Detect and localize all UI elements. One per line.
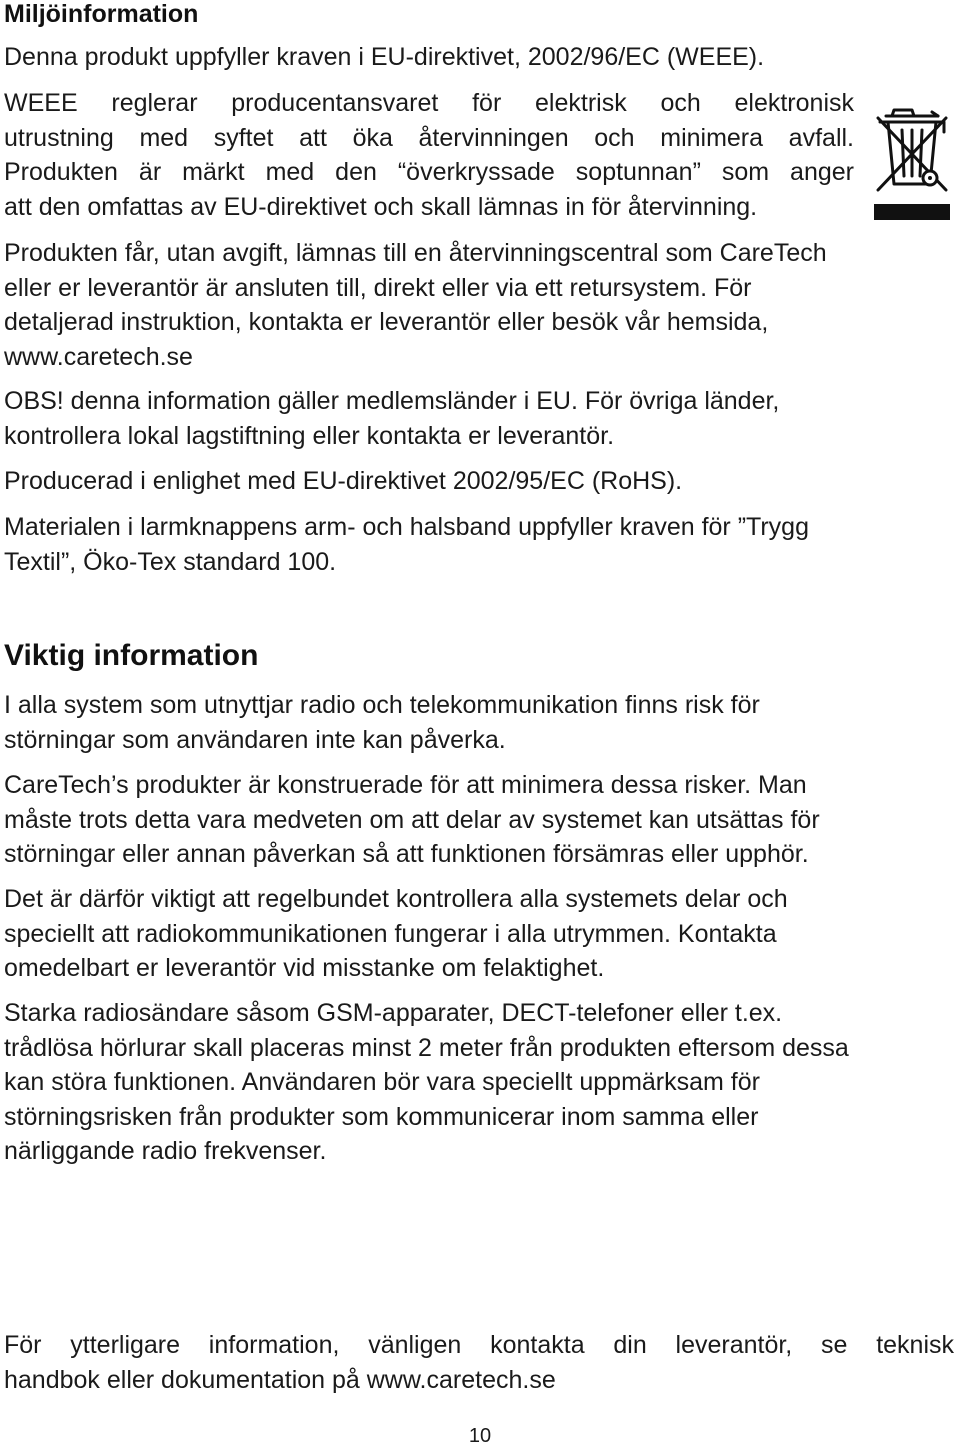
paragraph-line: eller er leverantör är ansluten till, direkt eller via ett retursystem. För (4, 273, 752, 302)
paragraph-line: speciellt att radiokommunikationen fungerar i alla utrymmen. Kontakta (4, 919, 777, 948)
paragraph-radio-risk (4, 688, 760, 757)
paragraph-weee-compliance: Denna produkt uppfyller kraven i EU-direktivet, 2002/96/EC (WEEE). (4, 43, 765, 71)
paragraph-caretech-products (4, 768, 820, 872)
paragraph-obs-eu (4, 384, 779, 453)
paragraph-line: störningsrisken från produkter som kommunicerar inom samma eller (4, 1102, 759, 1131)
paragraph-recycling-central (4, 236, 827, 374)
paragraph-regular-check (4, 882, 788, 986)
paragraph-line: WEEE reglerar producentansvaret för elektrisk och elektronisk (4, 89, 854, 117)
paragraph-line: störningar som användaren inte kan påverka. (4, 725, 506, 754)
paragraph-line: närliggande radio frekvenser. (4, 1137, 327, 1165)
crossed-out-wheelie-bin-icon (872, 102, 952, 222)
paragraph-line: Produkten får, utan avgift, lämnas till en återvinningscentral som CareTech (4, 239, 827, 267)
section-heading-viktig-information: Viktig information (4, 639, 259, 672)
paragraph-line: handbok eller dokumentation på www.caretech.se (4, 1365, 556, 1394)
paragraph-line: OBS! denna information gäller medlemsländer i EU. För övriga länder, (4, 387, 780, 415)
paragraph-line: störningar eller annan påverkan så att funktionen försämras eller upphör. (4, 840, 809, 868)
paragraph-line: kan störa funktionen. Användaren bör vara speciellt uppmärksam för (4, 1068, 760, 1096)
paragraph-weee-regulation (4, 86, 854, 224)
paragraph-line: Starka radiosändare såsom GSM-apparater, DECT-telefoner eller t.ex. (4, 999, 783, 1027)
page-number: 10 (468, 1425, 492, 1447)
paragraph-line: Det är därför viktigt att regelbundet kontrollera alla systemets delar och (4, 885, 788, 913)
paragraph-line: I alla system som utnyttjar radio och telekommunikation finns risk för (4, 691, 760, 719)
paragraph-line: Textil”, Öko-Tex standard 100. (4, 547, 337, 576)
paragraph-line: kontrollera lokal lagstiftning eller kontakta er leverantör. (4, 421, 615, 450)
paragraph-line: CareTech’s produkter är konstruerade för att minimera dessa risker. Man (4, 771, 807, 799)
paragraph-line: trådlösa hörlurar skall placeras minst 2 meter från produkten eftersom dessa (4, 1033, 849, 1062)
paragraph-further-information (4, 1328, 954, 1397)
paragraph-line: www.caretech.se (4, 342, 193, 371)
paragraph-rohs: Producerad i enlighet med EU-direktivet 2002/95/EC (RoHS). (4, 467, 683, 495)
paragraph-radio-transmitters (4, 996, 849, 1169)
paragraph-line: detaljerad instruktion, kontakta er leverantör eller besök vår hemsida, (4, 308, 769, 336)
paragraph-line: utrustning med syftet att öka återvinningen och minimera avfall. (4, 123, 854, 152)
paragraph-line: omedelbart er leverantör vid misstanke om felaktighet. (4, 954, 605, 982)
paragraph-line: måste trots detta vara medveten om att delar av systemet kan utsättas för (4, 805, 820, 834)
paragraph-line: att den omfattas av EU-direktivet och skall lämnas in för återvinning. (4, 192, 758, 221)
paragraph-line: Materialen i larmknappens arm- och halsband uppfyller kraven för ”Trygg (4, 513, 809, 541)
paragraph-trygg-textil (4, 510, 809, 579)
paragraph-line: För ytterligare information, vänligen kontakta din leverantör, se teknisk (4, 1331, 954, 1359)
section-heading-miljoinformation: Miljöinformation (4, 0, 199, 28)
paragraph-line: Produkten är märkt med den “överkryssade soptunnan” som anger (4, 158, 854, 186)
